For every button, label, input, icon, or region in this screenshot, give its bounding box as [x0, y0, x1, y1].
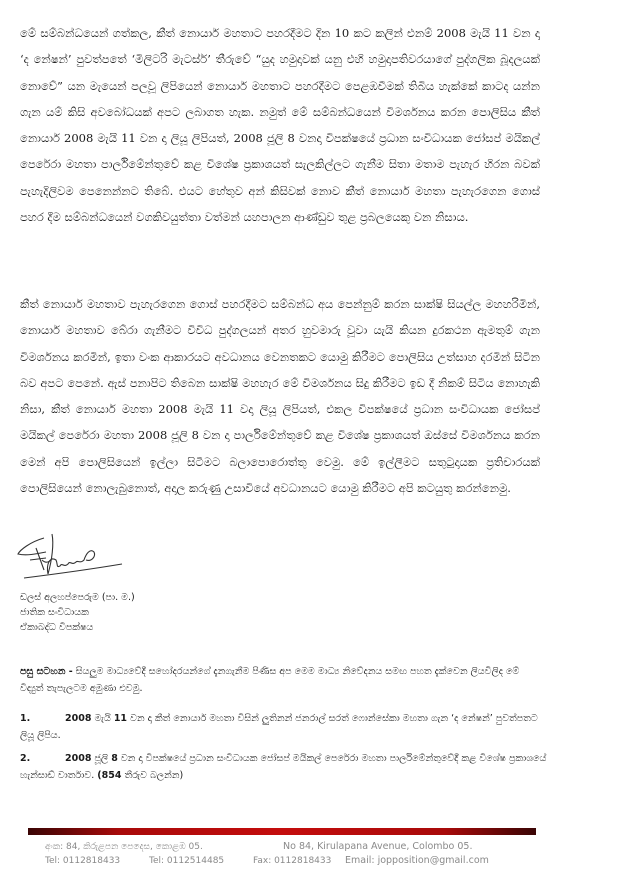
enclosure-column-text: තීරුව බලන්න): [121, 770, 184, 781]
enclosure-day: 8: [111, 753, 118, 764]
signer-title: ජාතික සංවිධායක: [20, 607, 89, 618]
signature-image: [16, 530, 126, 582]
footer-divider-bar: [28, 828, 536, 835]
footer-telephone-2: Tel: 0112514485: [149, 856, 225, 866]
enclosure-year: 2008: [65, 753, 92, 764]
enclosure-column-ref: (854: [97, 770, 122, 781]
postscript-label: පසු සටහන -: [20, 666, 73, 677]
footer-fax: Fax: 0112818433: [253, 856, 332, 866]
enclosure-number: 2.: [20, 753, 31, 764]
enclosure-day: 11: [113, 713, 128, 724]
enclosure-text: වන දා කීත් නොයාර් මහතා විසින් ලුතිනන් ජනරාල් සරත් ෆොන්සේකා මහතා ගැන ‘ද නේෂන්’ පුවත්පතට ලියූ ලිපිය.: [20, 713, 538, 741]
enclosure-item: [20, 750, 550, 784]
footer-email[interactable]: Email: jopposition@gmail.com: [345, 855, 489, 866]
postscript-text: සියලුම මාධ්‍යවේදී සහෝදරයන්ගේ දැනගැනීම පිණිස අප මෙම මාධ්‍ය නිවේදනය සමඟ පහත දැක්වෙන ලියවිලිද මේ විද්‍යුත් තැපැලටම අමුණා එවමු.: [20, 666, 520, 694]
enclosure-year: 2008: [65, 713, 92, 724]
footer-address-english: No 84, Kirulapana Avenue, Colombo 05.: [283, 841, 473, 852]
footer-address-sinhala: අංක: 84, කිරුළපන පෙදෙස, කොළඹ 05.: [45, 842, 203, 852]
enclosure-month: ජූලි: [91, 753, 112, 764]
enclosure-text: වන දා විපක්ෂයේ ප්‍රධාන සංවිධායක ජෝසප් මයිකල් පෙරේරා මහතා පාර්ලිමේන්තුවේදී කළ විශේෂ ප්‍රකාශයේ හැන්සාඩ් වාර්තාව.: [20, 753, 547, 781]
body-paragraph-2: කීත් නොයාර් මහතාව පැහැරගෙන ගොස් පහරදීමට සම්බන්ධ අය පෙන්නුම් කරන සාක්ෂි සියල්ල මහහරිමින්, නොයාර් මහතාව බේරා ගැනීමට විවිධ පුද්ගලයන් අතර හුවමාරු වූවා යැයි කියන දුරකථන ඇමතුම් ගැන විමර්ශනය කරමින්, ඉතා වංක ආකාරයට අවධානය වෙනතකට යොමු කිරීමට පොලිසිය උත්සාහ දරමින් සිටින බව අපට පෙනේ. ඇස් පනාපිට තිබෙන සාක්ෂි මහහැර මේ විමර්ශනය සිදු කිරීමට ඉඩ දී නිකම් සිටිය නොහැකි නිසා, කීත් නොයාර් මහතා 2008 මැයි 11 වදා ලියූ ලිපියත්, එකල විපක්ෂයේ ප්‍රධාන සංවිධායක ජෝසප් මයිකල් පෙරේරා මහතා 2008 ජූලි 8 වන දා පාර්ලිමේන්තුවේ කළ විශේෂ ප්‍රකාශයත් ඔස්සේ විමර්ශනය කරන මෙන් අපි පොලිසියෙන් ඉල්ලා සිටීමට බලාපොරොත්තු වෙමු. මේ ඉල්ලීමට සතුටුදායක ප්‍රතිචාරයක් පොලිසියෙන් නොලැබුනොත්, අදාල කරුණු උසාවියේ අවධානයට යොමු කිරීමට අපි කටයුතු කරන්නෙමු.: [20, 297, 540, 496]
signer-name: ඩලස් අලහප්පෙරුම (පා. ම.): [20, 592, 135, 603]
enclosure-month: මැයි: [91, 713, 114, 724]
body-paragraph-1: මේ සම්බන්ධයෙන් ගත්කල, කීත් නොයාර් මහතාට පහරදීමට දින 10 කට කලින් එනම් 2008 මැයි 11 වන දා ‘ද නේෂන්’ පුවත්පතේ ‘මිලිටරි මැටස්ර්’ තීරුවේ “යුද හමුදාවක් යනු එහි හමුදාපතිවරයාගේ පුද්ගලික බූදලයක් නොවේ” යන මැයෙන් පලවූ ලිපියෙන් නොයාර් මහතාට පහරදීමට පෙළඹවීමක් තිබිය හැක්කේ කාටද යන්න ගැන යම් කිසි අවබෝධයක් අපට ලබාගත හැක. නමුත් මේ සම්බන්ධයෙන් විමර්ශනය කරන පොලිසිය කීත් නොයාර් 2008 මැයි 11 වන දා ලියූ ලිපියත්, 2008 ජූලි 8 වනදා විපක්ෂයේ ප්‍රධාන සංවිධායක ජෝසප් මයිකල් පෙරේරා මහතා පාර්ලිමේන්තුවේ කළ විශේෂ ප්‍රකාශයත් සැලකිල්ලට ගැනීම සිතා මතාම පැහැර හිරන බවක් පැහැදිලිවම පෙනෙන්නට තිබේ. එයට හේතුව අන් කිසිවක් නොව කීත් නොයාර් මහතා පැහැරගෙන ගොස් පහර දීම සම්බන්ධයෙන් වගකිවයුත්තා වත්මන් යහපාලන ආණ්ඩුව තුළ ප්‍රබලයෙකු වන නිසාය.: [20, 26, 540, 225]
footer-telephone-1: Tel: 0112818433: [45, 856, 121, 866]
enclosure-number: 1.: [20, 713, 31, 724]
signer-organization: ඒකාබද්ධ විපක්ෂය: [20, 622, 94, 633]
postscript: [20, 663, 540, 697]
letterhead-footer: [45, 840, 525, 868]
enclosure-item: [20, 710, 550, 744]
signer-block: [20, 590, 135, 635]
